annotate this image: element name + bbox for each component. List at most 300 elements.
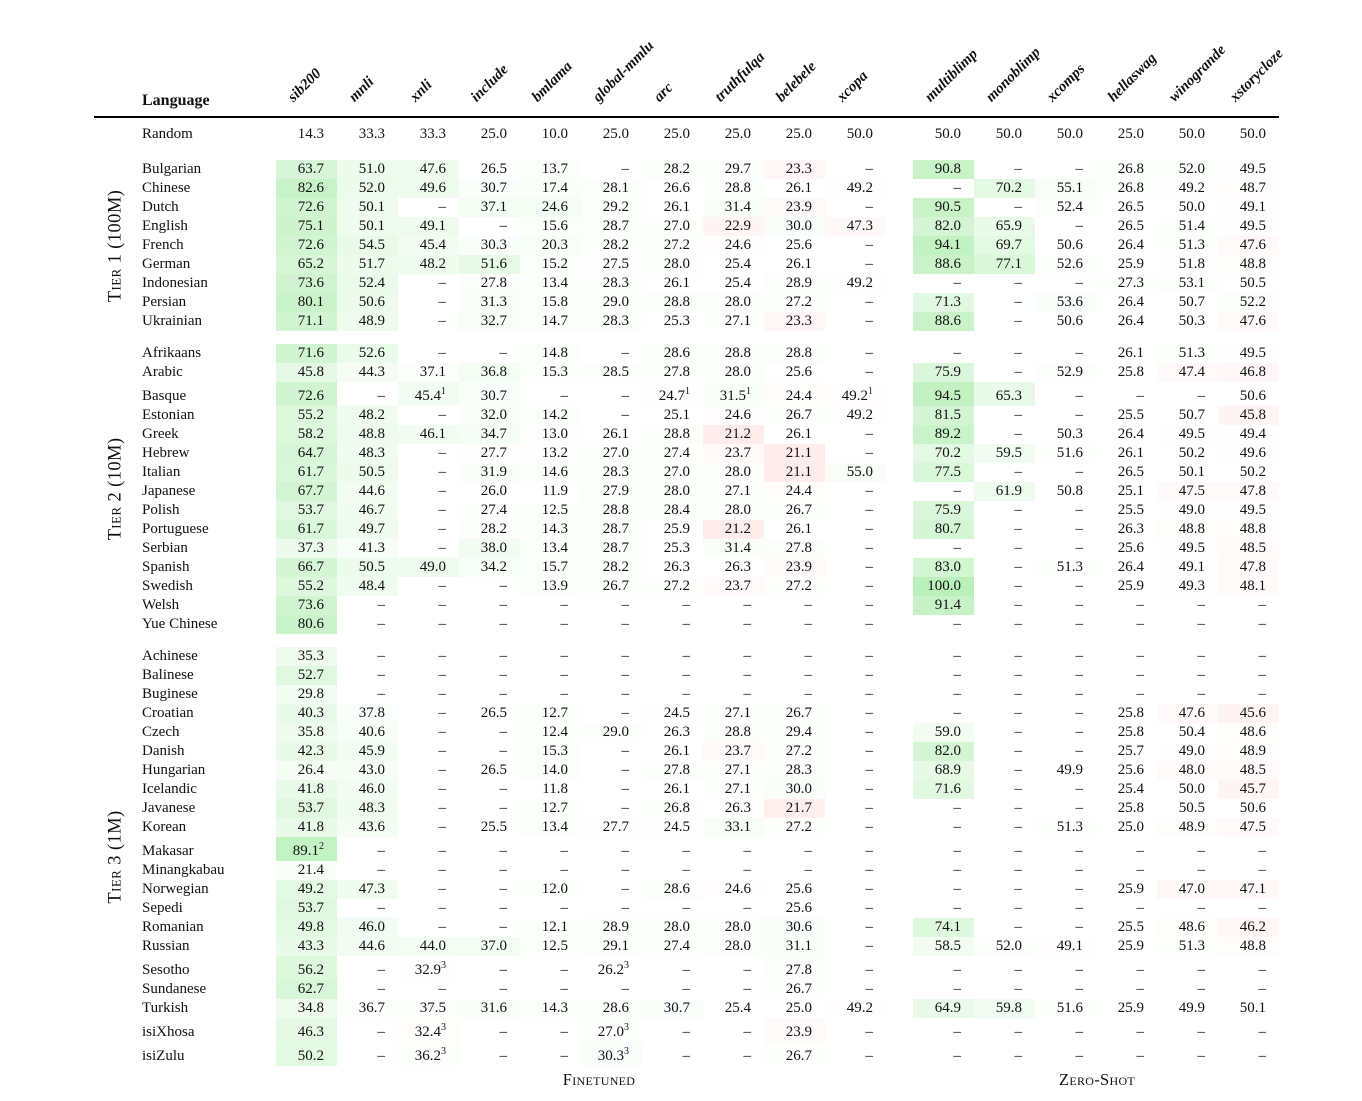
score-cell-xnli: – — [438, 616, 446, 632]
column-header-global-mmlu — [581, 4, 658, 117]
score-cell-xstorycloze: – — [1258, 597, 1266, 613]
score-cell-truthfulqa: – — [743, 686, 751, 702]
score-cell-arc: 25.1 — [663, 407, 690, 423]
score-cell-include: – — [499, 667, 507, 683]
score-cell-sib200: 53.7 — [276, 899, 337, 918]
score-cell-xcopa: – — [865, 743, 873, 759]
score-cell-belebele: 26.1 — [764, 425, 825, 444]
score-cell-truthfulqa: 28.0 — [703, 918, 764, 937]
score-cell-xstorycloze: 48.5 — [1218, 539, 1279, 558]
score-cell-xcomps: – — [1075, 919, 1083, 935]
score-cell-bmlama: 13.4 — [520, 539, 581, 558]
score-cell-global-mmlu: – — [621, 407, 629, 423]
tier-gutter-tier-3-1m- — [94, 647, 138, 1066]
header-row — [94, 4, 1279, 117]
language-label: Croatian — [142, 705, 194, 721]
score-cell-xcomps: 50.6 — [1035, 312, 1096, 331]
score-cell-xcopa: 49.2 — [825, 179, 886, 198]
score-cell-xstorycloze: 48.5 — [1218, 761, 1279, 780]
group-gap-cell — [886, 274, 913, 293]
score-cell-mnli: 48.8 — [337, 425, 398, 444]
score-cell-global-mmlu: 28.5 — [581, 363, 642, 382]
score-cell-bmlama: – — [560, 1048, 568, 1064]
group-gap-cell — [886, 761, 913, 780]
score-cell-xcopa: 47.3 — [825, 217, 886, 236]
score-cell-multiblimp: – — [953, 705, 961, 721]
score-cell-include: 30.7 — [459, 179, 520, 198]
score-cell-multiblimp: – — [953, 900, 961, 916]
score-cell-bmlama: 14.3 — [520, 520, 581, 539]
score-cell-arc: 28.4 — [642, 501, 703, 520]
language-label: Javanese — [142, 800, 196, 816]
language-label: Italian — [142, 464, 181, 480]
score-cell-monoblimp: – — [1014, 426, 1022, 442]
score-cell-belebele: 24.4 — [764, 382, 825, 406]
score-cell-sib200: 61.7 — [276, 520, 337, 539]
column-header-label: xnli — [406, 76, 436, 106]
score-cell-multiblimp: 70.2 — [913, 444, 974, 463]
score-cell-monoblimp: 65.3 — [974, 382, 1035, 406]
score-cell-hellaswag: 25.1 — [1117, 483, 1144, 499]
score-cell-sib200: 71.6 — [276, 344, 337, 363]
score-cell-arc: – — [682, 667, 690, 683]
score-cell-include: 51.6 — [459, 255, 520, 274]
score-cell-mnli: – — [377, 1048, 385, 1064]
footnote-marker: 3 — [624, 960, 629, 971]
score-cell-bmlama: 12.7 — [520, 704, 581, 723]
score-cell-monoblimp: – — [1014, 843, 1022, 859]
score-cell-multiblimp: 82.0 — [913, 217, 974, 236]
score-cell-monoblimp: – — [1014, 464, 1022, 480]
footnote-marker: 3 — [624, 1022, 629, 1033]
score-cell-multiblimp: – — [953, 540, 961, 556]
group-gap-cell — [886, 899, 913, 918]
language-row-balinese — [94, 666, 1279, 685]
score-cell-monoblimp: – — [1014, 616, 1022, 632]
group-gap-cell — [886, 837, 913, 861]
score-cell-xcomps: – — [1075, 648, 1083, 664]
score-cell-truthfulqa: – — [743, 667, 751, 683]
score-cell-xcomps: 49.9 — [1056, 762, 1083, 778]
score-cell-arc: – — [682, 862, 690, 878]
group-gap-cell — [886, 382, 913, 406]
language-row-czech — [94, 723, 1279, 742]
score-cell-truthfulqa: 27.1 — [703, 761, 764, 780]
score-cell-mnli: 48.3 — [337, 799, 398, 818]
score-cell-xcopa: – — [865, 762, 873, 778]
group-gap-cell — [886, 520, 913, 539]
language-label: Sesotho — [142, 962, 190, 978]
score-cell-bmlama: 13.0 — [520, 425, 581, 444]
score-cell-xcopa: – — [865, 483, 873, 499]
score-cell-belebele: 30.0 — [764, 780, 825, 799]
score-cell-xcopa: – — [865, 521, 873, 537]
score-cell-global-mmlu: – — [621, 616, 629, 632]
score-cell-xcopa: – — [865, 294, 873, 310]
score-cell-sib200: 67.7 — [276, 482, 337, 501]
language-label: Minangkabau — [142, 862, 225, 878]
score-cell-xcomps: 52.9 — [1035, 363, 1096, 382]
language-row-romanian — [94, 918, 1279, 937]
score-cell-xstorycloze: 49.4 — [1218, 425, 1279, 444]
score-cell-xcomps: – — [1075, 521, 1083, 537]
score-cell-include: 31.3 — [459, 293, 520, 312]
score-cell-belebele: 27.2 — [764, 818, 825, 837]
score-cell-arc: 27.8 — [642, 761, 703, 780]
language-row-yue-chinese — [94, 615, 1279, 634]
language-label: Swedish — [142, 578, 193, 594]
score-cell-global-mmlu: 25.0 — [602, 126, 629, 142]
score-cell-winogrande: 49.2 — [1157, 179, 1218, 198]
score-cell-monoblimp: 52.0 — [974, 937, 1035, 956]
language-row-basque — [94, 382, 1279, 406]
score-cell-xnli: – — [438, 781, 446, 797]
score-cell-multiblimp: 71.6 — [913, 780, 974, 799]
language-column-header: Language — [138, 4, 276, 117]
score-cell-truthfulqa: 31.4 — [703, 539, 764, 558]
language-label: Hebrew — [142, 445, 190, 461]
score-cell-xnli: – — [438, 762, 446, 778]
language-row-chinese — [94, 179, 1279, 198]
score-cell-belebele: – — [804, 648, 812, 664]
score-cell-sib200: 72.6 — [276, 382, 337, 406]
language-row-dutch — [94, 198, 1279, 217]
footnote-marker: 3 — [624, 1046, 629, 1057]
language-label: Portuguese — [142, 521, 209, 537]
language-label: Persian — [142, 294, 187, 310]
score-cell-truthfulqa: 23.7 — [703, 742, 764, 761]
score-cell-mnli: 52.0 — [337, 179, 398, 198]
score-cell-truthfulqa: 25.4 — [724, 1000, 751, 1016]
score-cell-xcopa: 50.0 — [846, 126, 873, 142]
score-cell-xstorycloze: 49.5 — [1218, 344, 1279, 363]
language-row-greek — [94, 425, 1279, 444]
score-cell-belebele: 26.1 — [764, 520, 825, 539]
score-cell-belebele: 26.1 — [764, 255, 825, 274]
score-cell-monoblimp: 59.5 — [974, 444, 1035, 463]
score-cell-winogrande: 50.2 — [1178, 445, 1205, 461]
score-cell-belebele: – — [804, 843, 812, 859]
score-cell-monoblimp: – — [1014, 686, 1022, 702]
spacer-row — [94, 151, 1279, 160]
language-label: Bulgarian — [142, 161, 202, 177]
score-cell-include: 27.8 — [459, 274, 520, 293]
column-header-xstorycloze — [1218, 4, 1287, 117]
score-cell-winogrande: 49.0 — [1157, 742, 1218, 761]
language-row-italian — [94, 463, 1279, 482]
score-cell-xnli: 37.5 — [398, 999, 459, 1018]
language-label: Czech — [142, 724, 180, 740]
score-cell-bmlama: 24.6 — [520, 198, 581, 217]
group-gap-cell — [886, 880, 913, 899]
score-cell-multiblimp: 58.5 — [913, 937, 974, 956]
column-header-truthfulqa — [703, 4, 768, 117]
language-label: Chinese — [142, 180, 191, 196]
score-cell-winogrande: – — [1197, 597, 1205, 613]
score-cell-truthfulqa: 31.4 — [703, 198, 764, 217]
score-cell-include: – — [499, 578, 507, 594]
score-cell-arc: – — [682, 843, 690, 859]
score-cell-multiblimp: 91.4 — [913, 596, 974, 615]
score-cell-bmlama: 14.3 — [520, 999, 581, 1018]
score-cell-xnli: – — [438, 743, 446, 759]
score-cell-xstorycloze: 47.8 — [1218, 558, 1279, 577]
score-cell-include: 32.0 — [459, 406, 520, 425]
score-cell-monoblimp: – — [1014, 540, 1022, 556]
score-cell-monoblimp: – — [1014, 199, 1022, 215]
score-cell-sib200: 49.2 — [276, 880, 337, 899]
score-cell-xcomps: – — [1075, 597, 1083, 613]
score-cell-multiblimp: – — [953, 843, 961, 859]
score-cell-include: 31.6 — [459, 999, 520, 1018]
column-header-bmlama — [520, 4, 581, 117]
score-cell-hellaswag: – — [1136, 616, 1144, 632]
score-cell-include: – — [499, 686, 507, 702]
language-row-sundanese — [94, 980, 1279, 999]
score-cell-truthfulqa: 23.7 — [703, 444, 764, 463]
score-cell-include: 30.7 — [459, 382, 520, 406]
score-cell-arc: 24.5 — [642, 704, 703, 723]
column-header-label: xcopa — [833, 68, 871, 106]
score-cell-arc: 28.0 — [642, 482, 703, 501]
score-cell-monoblimp: – — [1014, 597, 1022, 613]
score-cell-xcomps: – — [1075, 578, 1083, 594]
group-gap-cell — [886, 956, 913, 980]
score-cell-global-mmlu: 27.0 — [581, 444, 642, 463]
score-cell-global-mmlu: – — [621, 161, 629, 177]
score-cell-winogrande: 51.8 — [1157, 255, 1218, 274]
score-cell-bmlama: – — [560, 388, 568, 404]
score-cell-monoblimp: – — [1014, 743, 1022, 759]
score-cell-bmlama: 20.3 — [520, 236, 581, 255]
score-cell-xstorycloze: 48.8 — [1218, 937, 1279, 956]
score-cell-monoblimp: – — [1014, 521, 1022, 537]
score-cell-winogrande: – — [1197, 686, 1205, 702]
score-cell-winogrande: – — [1197, 981, 1205, 997]
score-cell-monoblimp: – — [1014, 1024, 1022, 1040]
score-cell-winogrande: – — [1197, 843, 1205, 859]
score-cell-xstorycloze: 47.5 — [1218, 818, 1279, 837]
score-cell-hellaswag: 26.4 — [1096, 312, 1157, 331]
column-header-label: bmlama — [528, 58, 576, 106]
score-cell-truthfulqa: 31.5$^1$ — [703, 382, 764, 406]
score-cell-global-mmlu: 28.3 — [581, 463, 642, 482]
score-cell-xnli: – — [438, 843, 446, 859]
score-cell-arc: – — [682, 1048, 690, 1064]
score-cell-xstorycloze: 45.6 — [1218, 704, 1279, 723]
language-label: Greek — [142, 426, 179, 442]
score-cell-winogrande: 47.5 — [1157, 482, 1218, 501]
language-row-ukrainian — [94, 312, 1279, 331]
language-label: Icelandic — [142, 781, 197, 797]
score-cell-global-mmlu: – — [621, 900, 629, 916]
score-cell-arc: 27.0 — [642, 463, 703, 482]
score-cell-winogrande: 48.0 — [1157, 761, 1218, 780]
score-cell-sib200: 29.8 — [276, 685, 337, 704]
score-cell-mnli: – — [377, 648, 385, 664]
score-cell-belebele: 29.4 — [764, 723, 825, 742]
score-cell-belebele: 21.7 — [764, 799, 825, 818]
score-cell-mnli: 44.6 — [337, 482, 398, 501]
score-cell-global-mmlu: – — [621, 388, 629, 404]
score-cell-mnli: 48.9 — [337, 312, 398, 331]
score-cell-hellaswag: 26.8 — [1096, 160, 1157, 179]
language-label: isiXhosa — [142, 1024, 195, 1040]
score-cell-belebele: 23.3 — [764, 160, 825, 179]
score-cell-winogrande: 49.0 — [1157, 501, 1218, 520]
score-cell-global-mmlu: 27.5 — [581, 255, 642, 274]
score-cell-monoblimp: 77.1 — [974, 255, 1035, 274]
score-cell-xstorycloze: 48.8 — [1218, 520, 1279, 539]
score-cell-include: 27.7 — [459, 444, 520, 463]
score-cell-winogrande: 50.4 — [1178, 724, 1205, 740]
score-cell-truthfulqa: – — [743, 616, 751, 632]
score-cell-bmlama: 12.1 — [520, 918, 581, 937]
column-header-label: sib200 — [284, 65, 325, 106]
score-cell-multiblimp: 81.5 — [913, 406, 974, 425]
score-cell-winogrande: 50.1 — [1178, 464, 1205, 480]
score-cell-xcopa: 49.2 — [825, 274, 886, 293]
score-cell-bmlama: – — [560, 1024, 568, 1040]
score-cell-arc: 27.4 — [642, 937, 703, 956]
score-cell-xcopa: 55.0 — [825, 463, 886, 482]
finetuned-group-label: Finetuned — [562, 1070, 636, 1089]
score-cell-truthfulqa: 28.8 — [703, 344, 764, 363]
score-cell-sib200: 61.7 — [276, 463, 337, 482]
score-cell-global-mmlu: – — [621, 862, 629, 878]
score-cell-xnli: 36.2$^3$ — [398, 1042, 459, 1066]
language-label: Basque — [142, 388, 187, 404]
score-cell-arc: 27.2 — [642, 577, 703, 596]
column-header-hellaswag — [1096, 4, 1160, 117]
score-cell-xnli: – — [438, 407, 446, 423]
score-cell-multiblimp: 82.0 — [913, 742, 974, 761]
score-cell-arc: 25.3 — [663, 540, 690, 556]
score-cell-xstorycloze: 47.1 — [1218, 880, 1279, 899]
score-cell-mnli: 37.8 — [337, 704, 398, 723]
footnote-marker: 3 — [441, 1022, 446, 1033]
score-cell-arc: – — [682, 648, 690, 664]
score-cell-sib200: 46.3 — [276, 1018, 337, 1042]
score-cell-xstorycloze: 50.2 — [1239, 464, 1266, 480]
score-cell-sib200: 63.7 — [276, 160, 337, 179]
score-cell-hellaswag: – — [1136, 962, 1144, 978]
score-cell-winogrande: 50.3 — [1178, 313, 1205, 329]
score-cell-monoblimp: – — [1014, 705, 1022, 721]
score-cell-hellaswag: 26.5 — [1096, 217, 1157, 236]
score-cell-bmlama: – — [560, 597, 568, 613]
score-cell-multiblimp: 88.6 — [913, 255, 974, 274]
group-gap-cell — [886, 179, 913, 198]
score-cell-xstorycloze: 50.1 — [1239, 1000, 1266, 1016]
score-cell-belebele: 27.8 — [764, 539, 825, 558]
score-cell-belebele: 25.0 — [785, 1000, 812, 1016]
score-cell-xcomps: – — [1075, 161, 1083, 177]
tier-gutter-tier-1-100m- — [94, 160, 138, 331]
score-cell-mnli: – — [377, 981, 385, 997]
score-cell-hellaswag: 25.5 — [1117, 407, 1144, 423]
score-cell-mnli: 50.6 — [337, 293, 398, 312]
column-header-include — [459, 4, 520, 117]
score-cell-xcopa: – — [865, 724, 873, 740]
score-cell-xnli: – — [438, 578, 446, 594]
score-cell-sib200: 55.2 — [276, 577, 337, 596]
score-cell-multiblimp: 64.9 — [913, 999, 974, 1018]
language-row-sesotho — [94, 956, 1279, 980]
score-cell-sib200: 89.1$^2$ — [276, 837, 337, 861]
score-cell-arc: – — [682, 900, 690, 916]
score-cell-xnli: 45.4 — [398, 236, 459, 255]
score-cell-xnli: – — [438, 199, 446, 215]
language-row-sepedi — [94, 899, 1279, 918]
group-gap-cell — [886, 723, 913, 742]
score-cell-sib200: 50.2 — [276, 1042, 337, 1066]
score-cell-xnli: – — [438, 724, 446, 740]
score-cell-xcomps: – — [1075, 502, 1083, 518]
score-cell-xstorycloze: 49.5 — [1218, 501, 1279, 520]
score-cell-xcomps: – — [1075, 275, 1083, 291]
score-cell-bmlama: – — [560, 981, 568, 997]
score-cell-bmlama: 12.7 — [520, 799, 581, 818]
score-cell-xnli: – — [438, 445, 446, 461]
column-header-label: winogrande — [1165, 42, 1229, 106]
language-row-german — [94, 255, 1279, 274]
score-cell-include: 28.2 — [459, 520, 520, 539]
score-cell-xcopa: – — [865, 616, 873, 632]
language-label: Indonesian — [142, 275, 208, 291]
score-cell-sib200: 75.1 — [276, 217, 337, 236]
score-cell-multiblimp: – — [953, 819, 961, 835]
score-cell-xstorycloze: 48.6 — [1218, 723, 1279, 742]
score-cell-multiblimp: 59.0 — [913, 723, 974, 742]
score-cell-xcopa: – — [865, 981, 873, 997]
score-cell-hellaswag: – — [1136, 648, 1144, 664]
score-cell-belebele: 23.9 — [764, 558, 825, 577]
score-cell-multiblimp: 75.9 — [913, 363, 974, 382]
group-gap-cell — [886, 539, 913, 558]
score-cell-mnli: 36.7 — [337, 999, 398, 1018]
score-cell-sib200: 73.6 — [276, 274, 337, 293]
score-cell-xstorycloze: – — [1258, 900, 1266, 916]
score-cell-include: 37.1 — [459, 198, 520, 217]
score-cell-multiblimp: 83.0 — [913, 558, 974, 577]
score-cell-xnli: – — [438, 705, 446, 721]
language-label: English — [142, 218, 188, 234]
score-cell-belebele: – — [804, 667, 812, 683]
score-cell-arc: 27.8 — [642, 363, 703, 382]
score-cell-truthfulqa: 27.1 — [703, 312, 764, 331]
language-row-korean — [94, 818, 1279, 837]
score-cell-bmlama: 14.0 — [520, 761, 581, 780]
score-cell-xcopa: – — [865, 881, 873, 897]
score-cell-xnli: 47.6 — [398, 160, 459, 179]
language-label: isiZulu — [142, 1048, 185, 1064]
score-cell-monoblimp: – — [1014, 667, 1022, 683]
score-cell-arc: – — [682, 1024, 690, 1040]
score-cell-multiblimp: – — [953, 686, 961, 702]
score-cell-bmlama: – — [560, 962, 568, 978]
score-cell-truthfulqa: 26.3 — [703, 799, 764, 818]
random-row-label: Random — [142, 126, 193, 142]
score-cell-multiblimp: 94.5 — [913, 382, 974, 406]
score-cell-belebele: 30.6 — [764, 918, 825, 937]
score-cell-bmlama: 13.9 — [520, 577, 581, 596]
group-gap-cell — [886, 780, 913, 799]
score-cell-xstorycloze: – — [1258, 843, 1266, 859]
score-cell-xcopa: – — [865, 445, 873, 461]
score-cell-winogrande: 51.3 — [1157, 344, 1218, 363]
language-label: Balinese — [142, 667, 194, 683]
